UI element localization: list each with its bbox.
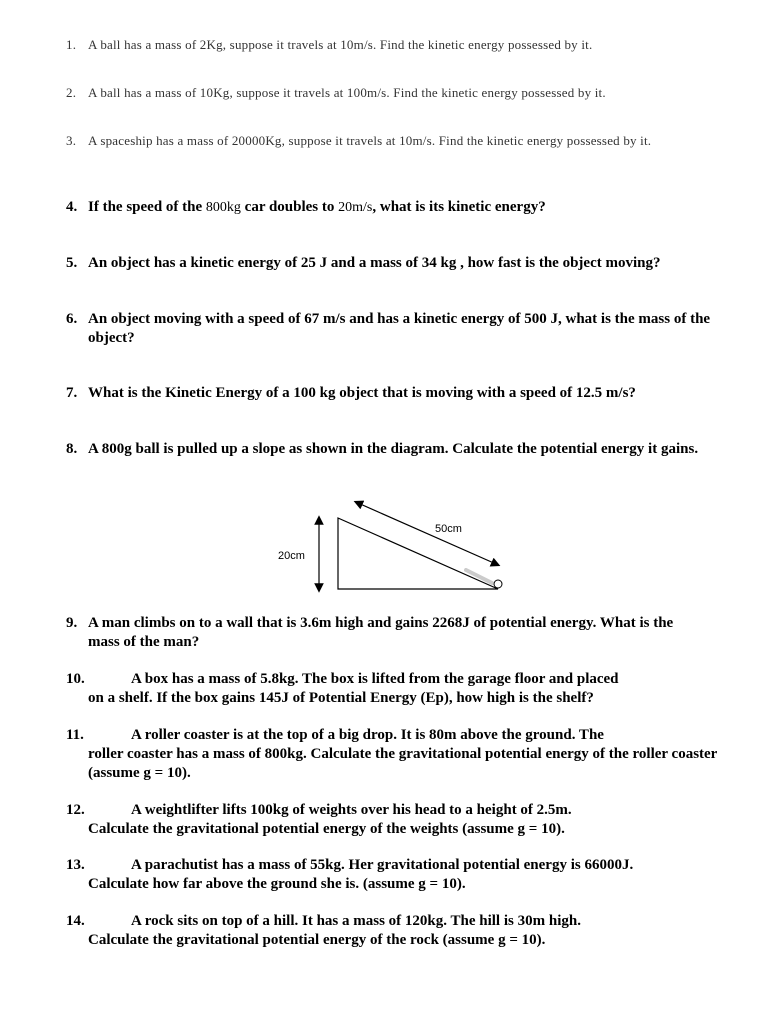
question-text: A ball has a mass of 2Kg, suppose it travels at 10m/s. Find the kinetic energy possessed by it. — [88, 37, 593, 52]
question-7 — [66, 384, 706, 403]
question-number: 13. — [66, 857, 85, 873]
slope-arrow — [358, 503, 496, 564]
question-14 — [66, 912, 726, 950]
question-3 — [66, 132, 666, 149]
question-number: 14. — [66, 913, 85, 929]
question-number: 11. — [66, 727, 84, 743]
question-5 — [66, 254, 726, 273]
question-text: A man climbs on to a wall that is 3.6m high and gains 2268J of potential energy. What is the mass of the man? — [88, 615, 674, 650]
question-number: 1. — [66, 37, 77, 52]
question-text: A roller coaster is at the top of a big drop. It is 80m above the ground. The roller coaster has a mass of 800kg. Calculate the gravitational potential energy of the roller coaster (assume g = 10). — [88, 727, 718, 781]
question-9 — [66, 614, 706, 652]
question-2 — [66, 84, 726, 101]
question-12 — [66, 801, 726, 839]
question-13 — [66, 856, 726, 894]
question-number: 10. — [66, 671, 85, 687]
question-text: An object has a kinetic energy of 25 J and a mass of 34 kg , how fast is the object moving? — [88, 255, 661, 271]
ball-icon — [494, 580, 502, 588]
question-number: 7. — [66, 385, 78, 401]
question-8 — [66, 440, 706, 459]
question-text: An object moving with a speed of 67 m/s and has a kinetic energy of 500 J, what is the mass of the object? — [88, 311, 711, 346]
question-text: A weightlifter lifts 100kg of weights over his head to a height of 2.5m. Calculate the gravitational potential energy of the weights (assume g = 10). — [88, 802, 572, 837]
question-11 — [66, 726, 726, 783]
question-1 — [66, 36, 726, 53]
question-number: 5. — [66, 255, 78, 271]
question-4 — [66, 198, 726, 217]
question-number: 12. — [66, 802, 85, 818]
question-number: 9. — [66, 615, 78, 631]
question-text: If the speed of the 800kg car doubles to 20m/s, what is its kinetic energy? — [88, 199, 546, 215]
question-number: 8. — [66, 441, 78, 457]
question-number: 4. — [66, 199, 78, 215]
question-text: A 800g ball is pulled up a slope as shown in the diagram. Calculate the potential energy it gains. — [88, 441, 699, 457]
question-text: A parachutist has a mass of 55kg. Her gravitational potential energy is 66000J. Calculate how far above the ground she is. (assume g = 10). — [88, 857, 634, 892]
slope-diagram — [270, 500, 520, 595]
question-text: A spaceship has a mass of 20000Kg, suppose it travels at 10m/s. Find the kinetic energy possessed by it. — [88, 133, 652, 148]
question-6 — [66, 310, 726, 348]
question-number: 3. — [66, 133, 77, 148]
question-text: A box has a mass of 5.8kg. The box is lifted from the garage floor and placed on a shelf. If the box gains 145J of Potential Energy (Ep), how high is the shelf? — [88, 671, 619, 706]
question-text: A rock sits on top of a hill. It has a mass of 120kg. The hill is 30m high. Calculate the gravitational potential energy of the rock (assume g = 10). — [88, 913, 581, 948]
slope-label: 50cm — [435, 523, 462, 535]
question-text: A ball has a mass of 10Kg, suppose it travels at 100m/s. Find the kinetic energy possessed by it. — [88, 85, 606, 100]
height-label: 20cm — [278, 550, 305, 562]
question-number: 6. — [66, 311, 78, 327]
slope-triangle — [338, 518, 498, 589]
question-10 — [66, 670, 726, 708]
question-number: 2. — [66, 85, 77, 100]
question-text: What is the Kinetic Energy of a 100 kg object that is moving with a speed of 12.5 m/s? — [88, 385, 636, 401]
